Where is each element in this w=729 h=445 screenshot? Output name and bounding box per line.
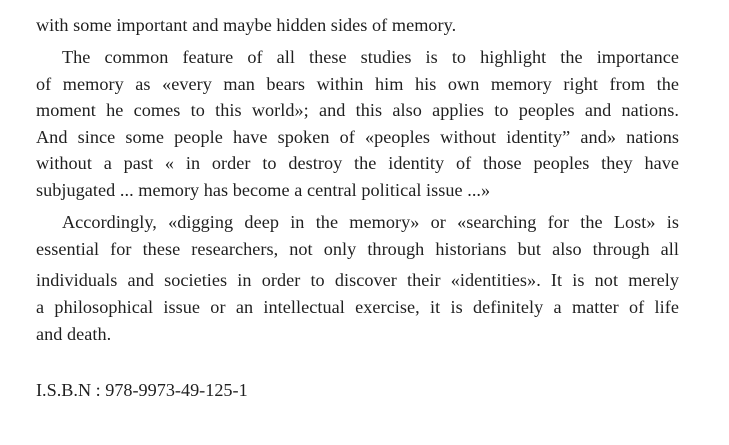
text-line-5: And since some people have spoken of «peoples without identity” and» nations [36,127,679,147]
text-line-3: of memory as «every man bears within him his own memory right from the [36,74,679,94]
text-line-1: with some important and maybe hidden sides of memory. [36,15,457,35]
text-line-2: The common feature of all these studies is to highlight the importance [62,47,679,67]
text-line-10: individuals and societies in order to discover their «identities». It is not merely [36,270,679,290]
text-line-8: Accordingly, «digging deep in the memory» or «searching for the Lost» is [62,212,679,232]
text-line-9: essential for these researchers, not only through historians but also through all [36,239,679,259]
text-line-11: a philosophical issue or an intellectual exercise, it is definitely a matter of life [36,297,679,317]
text-line-6: without a past « in order to destroy the identity of those peoples they have [36,153,679,173]
text-line-12: and death. [36,324,112,344]
isbn-number: I.S.B.N : 978-9973-49-125-1 [36,380,248,400]
text-line-4: moment he comes to this world»; and this also applies to peoples and nations. [36,100,679,120]
text-line-7: subjugated ... memory has become a central political issue ...» [36,180,491,200]
